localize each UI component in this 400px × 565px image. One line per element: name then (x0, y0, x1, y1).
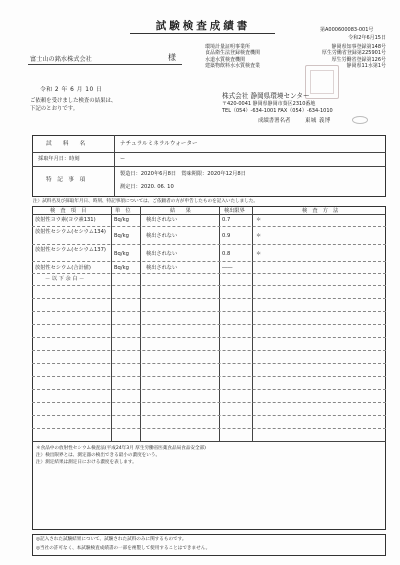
row-limit: 0.9 (222, 233, 231, 239)
sample-row-divider (32, 166, 386, 167)
lab-address: 〒420-0041 静岡県静岡市葵区2310番地 (222, 101, 316, 107)
row-item: 放射性セシウム(セシウム134) (35, 229, 106, 235)
row-divider (32, 226, 386, 227)
lab-tel: TEL（054）-634-1001 FAX（054）-634-1010 (222, 108, 333, 114)
footnote-divider (32, 441, 386, 442)
doc-number (320, 27, 373, 33)
row-divider (32, 244, 386, 245)
request-date: 令和 2 年 6 月 10 日 (40, 87, 103, 93)
header-method: 検 査 方 法 (302, 208, 339, 214)
registration-value: 厚生労働省登録第126号 (331, 56, 386, 63)
collection-label: 採取年月日：時刻 (38, 156, 80, 162)
row-limit: 0.8 (222, 251, 231, 257)
company-seal-stamp (305, 65, 339, 99)
empty-row-divider (32, 376, 386, 377)
client-honorific: 様 (168, 53, 176, 62)
registration-label: 食品衛生法登録検査機関 (205, 50, 261, 57)
empty-row-divider (32, 389, 386, 390)
note-manufacture: 製造日：2020年6月8日 賞味期限：2020年12月8日 (120, 171, 246, 177)
empty-row-divider (32, 363, 386, 364)
registration-label: 環境計量証明事業所 (205, 44, 251, 50)
manager-label: 成績書署名者 (258, 118, 291, 124)
empty-row-divider (32, 428, 386, 429)
footnote-method: ＊食品中の放射性セシウム検査法(平成24年3月 厚生労働省医薬食品局食品安全部) (36, 446, 206, 451)
empty-row-divider (32, 337, 386, 338)
empty-row-divider (32, 402, 386, 403)
row-result: 検出されない (146, 265, 178, 271)
row-unit: Bq/kg (114, 251, 129, 257)
manager-name: 東城 義博 (305, 118, 331, 124)
issue-date: 令和2年6月15日 (348, 35, 386, 41)
registration-label: 建築物飲料水水質検査業 (205, 62, 261, 69)
row-item: 放射性セシウム(セシウム137) (35, 247, 106, 253)
table-end-marker: － 以 下 余 白 － (45, 276, 85, 282)
row-divider (32, 273, 386, 274)
row-method: ＊ (256, 217, 262, 223)
registration-value: 静岡県知事登録第148号 (331, 44, 386, 50)
row-item: 放射性ヨウ素(ヨウ素131) (35, 217, 96, 223)
intro-line-1: ご依頼を受けました検査の結果は、 (30, 98, 117, 104)
row-limit: ―― (222, 265, 233, 271)
registration-label: 水道水質検査機関 (205, 56, 246, 63)
report-title: 試験検査成績書 (155, 20, 251, 32)
registration-labels (205, 44, 260, 69)
header-result: 結 果 (170, 208, 191, 214)
row-divider (32, 261, 386, 262)
footnote-limit: 注）検出限界とは、測定器の検出できる最小の濃度をいう。 (36, 453, 161, 458)
client-name: 富士山の銘水株式会社 (30, 56, 92, 63)
doc-number-prefix: 第 (320, 27, 326, 33)
empty-row-divider (32, 285, 386, 286)
empty-row-divider (32, 311, 386, 312)
registration-value: 静岡県11水第1号 (346, 62, 386, 69)
sample-name-label: 試 料 名 (46, 141, 86, 147)
row-result: 検出されない (146, 217, 178, 223)
row-method: ＊ (256, 251, 262, 257)
header-unit: 単 位 (115, 208, 131, 214)
row-unit: Bq/kg (114, 217, 129, 223)
bottom-note: ◎当社の許可なく、本試験検査成績書の一部を複製して使用することはできません。 (36, 546, 211, 551)
sample-remark: 注）試料名及び採取年月日、時刻、特記事項については、ご依頼者の方が申告したものを記入いたしました。 (33, 199, 259, 204)
notes-label: 特 記 事 項 (46, 177, 86, 183)
collection-value: ー (120, 156, 126, 162)
header-item: 検 査 項 目 (50, 208, 87, 214)
signature-mark (352, 116, 368, 124)
empty-row-divider (32, 415, 386, 416)
intro-line-2: 下記のとおりです。 (30, 106, 79, 112)
sample-row-divider (32, 152, 386, 153)
registration-value: 厚生労働省登録第225901号 (321, 50, 386, 57)
client-underline (28, 64, 182, 65)
row-limit: 0.7 (222, 217, 231, 223)
results-table (32, 206, 386, 530)
empty-row-divider (32, 298, 386, 299)
note-measure-date: 測定日：2020. 06. 10 (120, 184, 174, 190)
row-result: 検出されない (146, 251, 178, 257)
title-underline (130, 33, 275, 34)
lab-company: 株式会社 静岡県環境センター (222, 92, 310, 100)
sample-name-value: ナチュラルミネラルウォーター (120, 141, 198, 147)
row-result: 検出されない (146, 233, 178, 239)
row-unit: Bq/kg (114, 265, 129, 271)
empty-row-divider (32, 350, 386, 351)
footnote-measure: 注）測定結果は測定日における濃度を表します。 (36, 460, 137, 465)
row-method: ＊ (256, 233, 262, 239)
empty-row-divider (32, 324, 386, 325)
header-limit: 検出限界 (224, 208, 245, 214)
bottom-note: ◎記入された試験結果について、試験された試料のみに関するものです。 (36, 537, 187, 542)
row-unit: Bq/kg (114, 233, 129, 239)
row-item: 放射性セシウム(合計値) (35, 265, 91, 271)
doc-number-suffix: 号 (368, 27, 374, 33)
doc-number-value: A000600083-001 (325, 27, 369, 33)
